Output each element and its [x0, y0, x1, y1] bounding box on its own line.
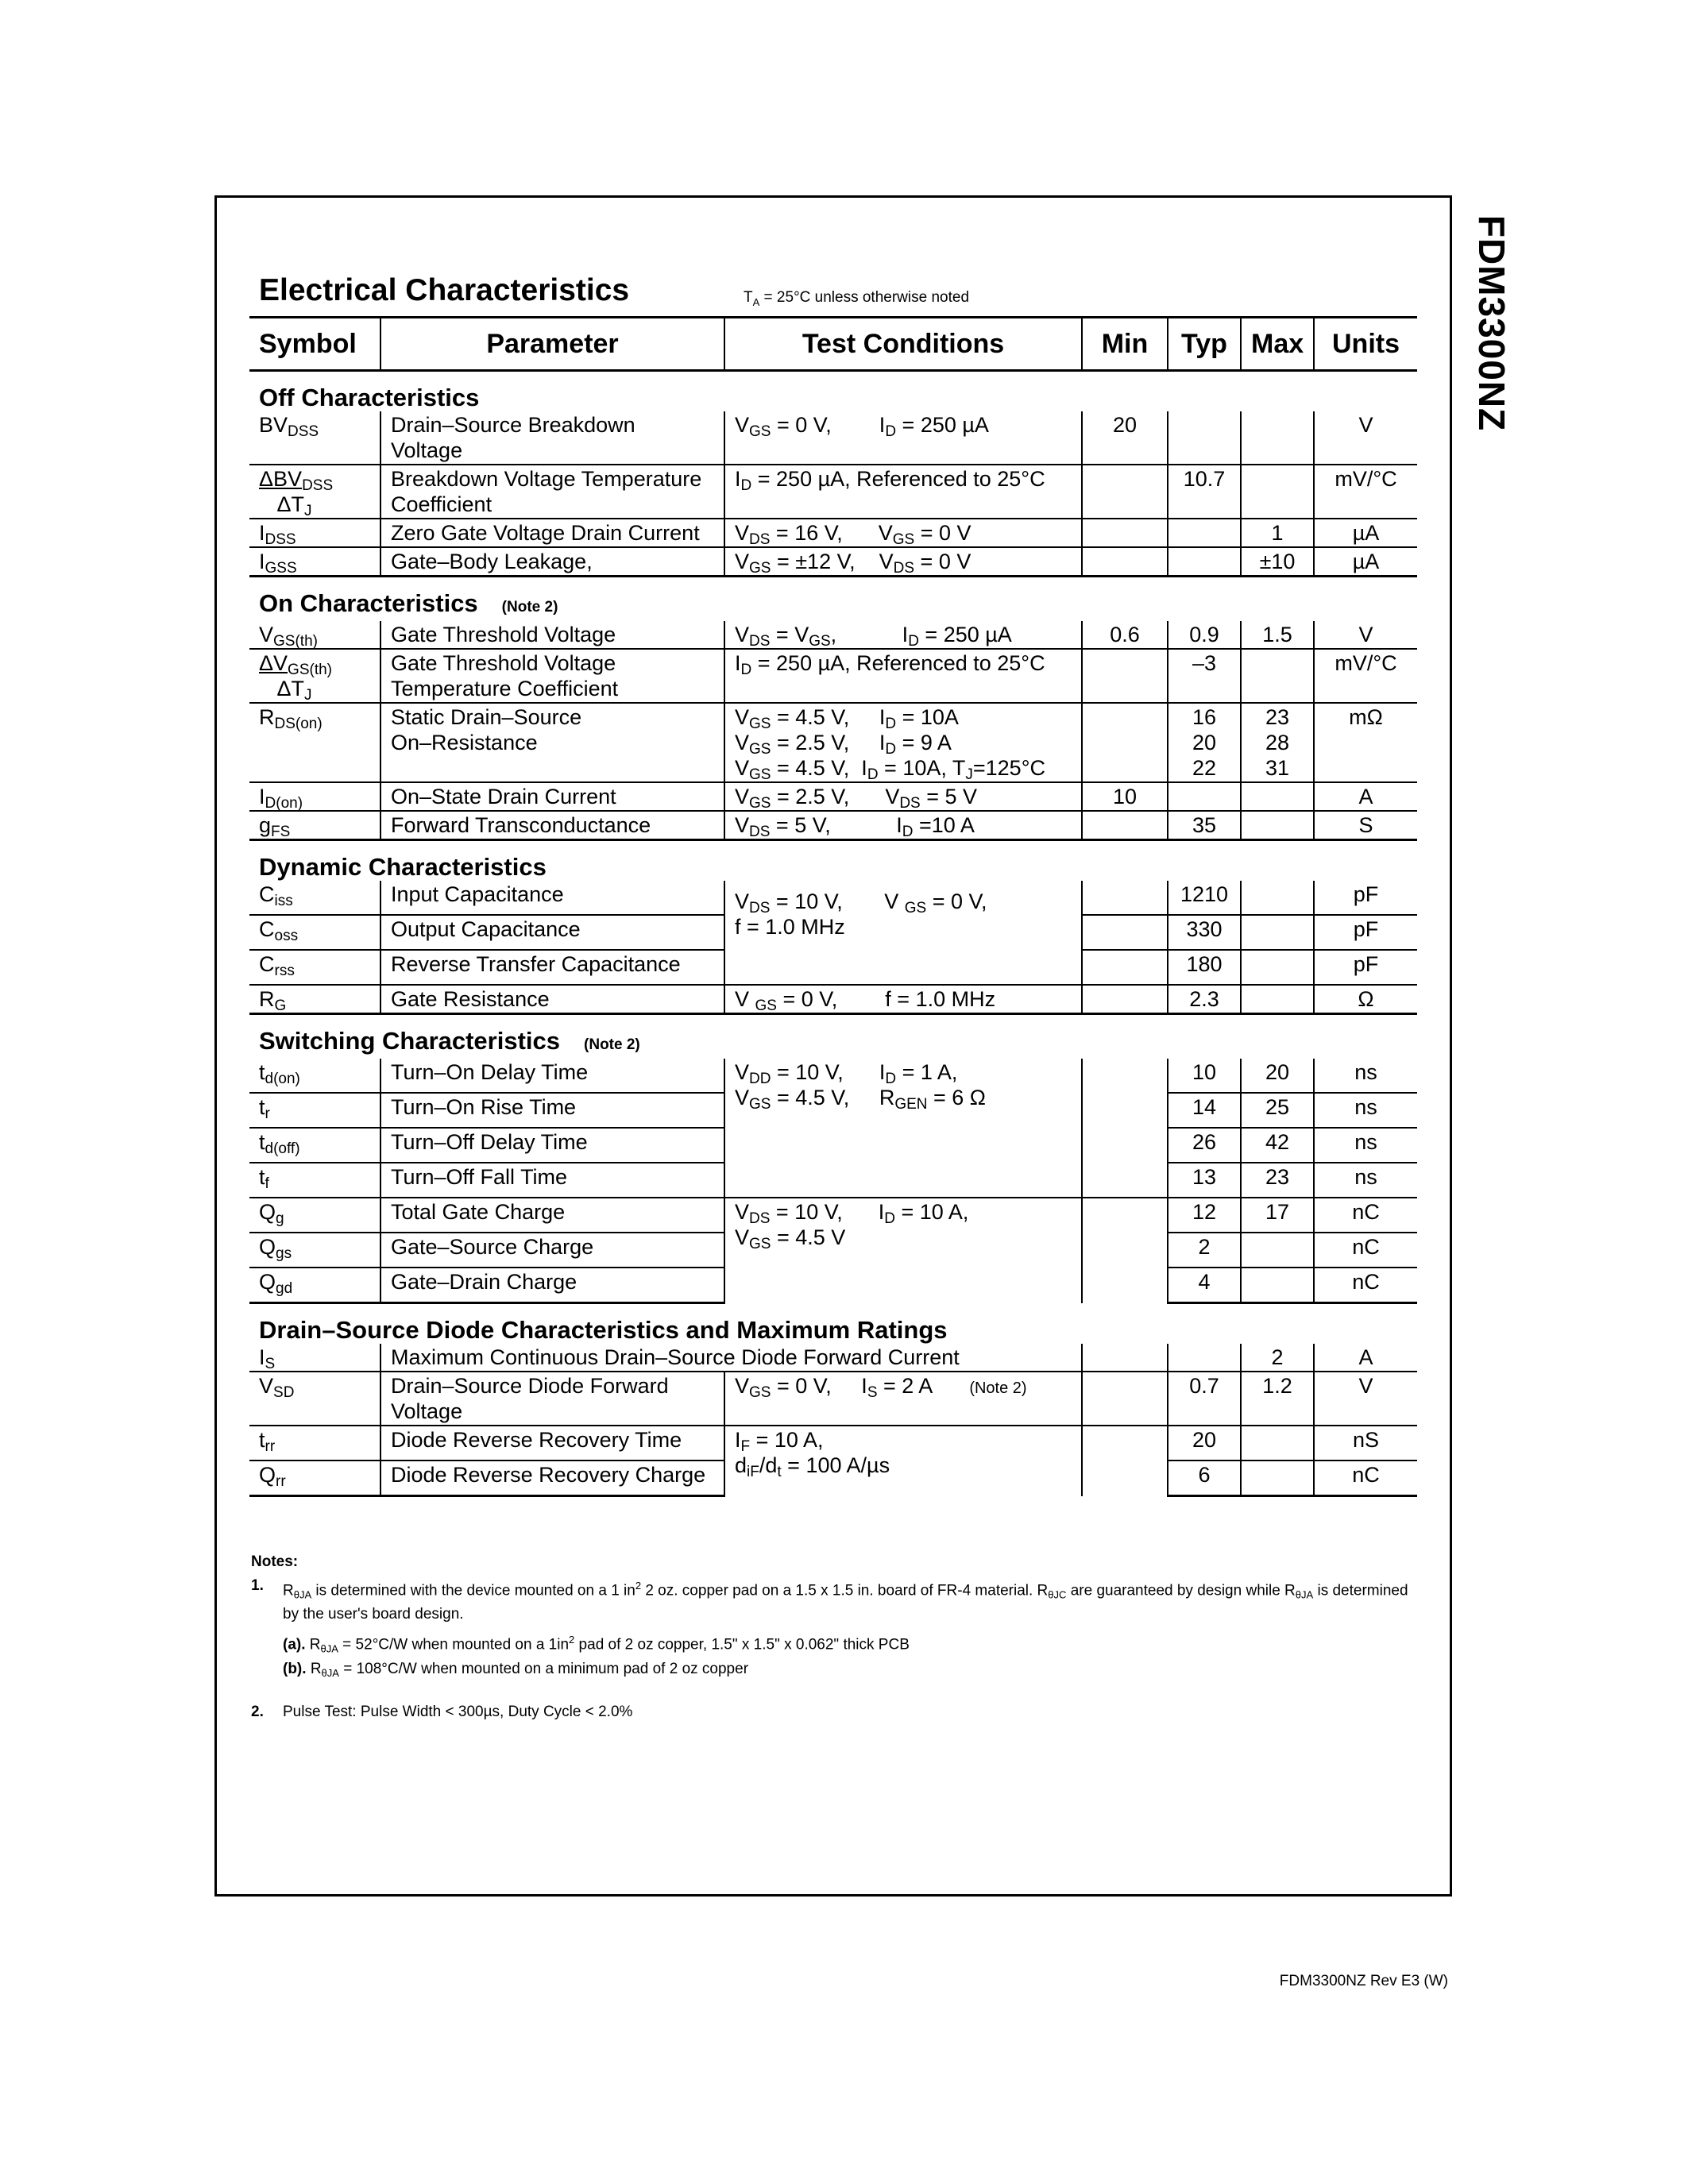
header-min: Min [1082, 318, 1168, 371]
table-row: $BV_{DSS}$ Drain–Source Breakdown Voltage $V_{GS} = 0$ V, $I_D = 250$ µA 20 V [249, 411, 1417, 465]
table-row: $I_{GSS}$ Gate–Body Leakage, $V_{GS} = \pm 12$ V, $V_{DS} = 0$ V ±10 µA [249, 547, 1417, 577]
table-row: $t_r$ Turn–On Rise Time 14 25 ns [249, 1093, 1417, 1128]
header-typ: Typ [1168, 318, 1241, 371]
table-row: $\Delta BV_{DSS}$ $\Delta T_J$ Breakdown Voltage Temperature Coefficient $I_D = 250$ µA, Referenced to 25°C 10.7 mV/°C [249, 465, 1417, 519]
page-title: Electrical Characteristics [259, 273, 630, 307]
header-max: Max [1241, 318, 1314, 371]
notes [251, 1550, 1427, 1724]
note-1a: (a). $R_{\theta JA} = 52^\circ C/W$ when mounted on a $1in^2$ pad of 2 oz copper, 1.5" x 1.5" x 0.062" thick PCB [283, 1634, 910, 1655]
table-row: $C_{rss}$ Reverse Transfer Capacitance 180 pF [249, 950, 1417, 985]
side-part-number: FDM3300NZ [1471, 214, 1513, 432]
header-test-conditions: Test Conditions [724, 318, 1082, 371]
section-switching: Switching Characteristics (Note 2) [259, 1027, 640, 1055]
table-row: $R_{DS(on)}$ Static Drain–Source On–Resistance $V_{GS} = 4.5$ V, $I_D = 10A$ $V_{GS} = 2.5$ V, $I_D = 9$ A $V_{GS} = 4.5$ V, $I_D = 10A$, $T_J=125^\circ C$ 16 20 22 23 28 31 mΩ [249, 703, 1417, 782]
table-header-row [249, 318, 1417, 371]
note-1b: (b). $R_{\theta JA} = 108^\circ C/W$ when mounted on a minimum pad of 2 oz copper [283, 1660, 749, 1679]
table-row: $t_{rr}$ Diode Reverse Recovery Time $I_F = 10$ A, $d_{iF}/d_t = 100$ A/µs 20 nS [249, 1426, 1417, 1461]
table-row: $R_G$ Gate Resistance V $_{GS}$ = 0 V, f = 1.0 MHz 2.3 Ω [249, 985, 1417, 1014]
table-row: $V_{GS(th)}$ Gate Threshold Voltage $V_{DS} = V_{GS}$, $I_D = 250$ µA 0.6 0.9 1.5 V [249, 621, 1417, 649]
title-row [259, 273, 1411, 313]
table-row: $I_{DSS}$ Zero Gate Voltage Drain Current $V_{DS} = 16$ V, $V_{GS} = 0$ V 1 µA [249, 519, 1417, 547]
table-row: $I_S$ Maximum Continuous Drain–Source Diode Forward Current 2 A [249, 1344, 1417, 1372]
table-row: $t_{d(on)}$ Turn–On Delay Time $V_{DD} = 10$ V, $I_D = 1$ A, $V_{GS} = 4.5$ V, $R_{GEN} = 6$ Ω 10 20 ns [249, 1059, 1417, 1093]
table-row: $Q_{gs}$ Gate–Source Charge 2 nC [249, 1233, 1417, 1268]
table-row: $Q_{gd}$ Gate–Drain Charge 4 nC [249, 1268, 1417, 1303]
header-symbol: Symbol [249, 318, 380, 371]
table-row: $\Delta V_{GS(th)}$ $\Delta T_J$ Gate Threshold Voltage Temperature Coefficient $I_D = 250$ µA, Referenced to 25°C –3 mV/°C [249, 649, 1417, 703]
table-row: $C_{iss}$ Input Capacitance $V_{DS} = 10$ V, V $_{GS}$ = 0 V, f = 1.0 MHz 1210 pF [249, 881, 1417, 915]
section-diode: Drain–Source Diode Characteristics and Maximum Ratings [259, 1316, 948, 1344]
table-row: $Q_g$ Total Gate Charge $V_{DS} = 10$ V, $I_D = 10$ A, $V_{GS} = 4.5$ V 12 17 nC [249, 1198, 1417, 1233]
notes-heading: Notes: [251, 1553, 299, 1570]
table-row: $t_{d(off)}$ Turn–Off Delay Time 26 42 ns [249, 1128, 1417, 1163]
electrical-characteristics-table [249, 316, 1417, 1497]
header-parameter: Parameter [380, 318, 724, 371]
table-row: $I_{D(on)}$ On–State Drain Current $V_{GS} = 2.5$ V, $V_{DS} = 5$ V 10 A [249, 782, 1417, 811]
title-condition: $T_A = 25^\circ C$ unless otherwise noted [744, 289, 970, 308]
table-row: $t_f$ Turn–Off Fall Time 13 23 ns [249, 1163, 1417, 1198]
section-on: On Characteristics (Note 2) [259, 589, 558, 617]
header-units: Units [1314, 318, 1417, 371]
table-row: $g_{FS}$ Forward Transconductance $V_{DS} = 5$ V, $I_D =10$ A 35 S [249, 811, 1417, 840]
section-off: Off Characteristics [259, 384, 480, 411]
section-dynamic: Dynamic Characteristics [259, 853, 547, 881]
note-2: 2. Pulse Test: Pulse Width < 300µs, Duty Cycle < 2.0% [251, 1703, 633, 1720]
note-1: 1. $R_{\theta JA}$ is determined with the device mounted on a 1 $in^2$ 2 oz. copper pad on a 1.5 x 1.5 in. board of FR-4 material. $R_{\theta JC}$ are guaranteed by design while $R_{\theta JA}$ is determined by the user's board design. [251, 1577, 1408, 1623]
table-row: $Q_{rr}$ Diode Reverse Recovery Charge 6 nC [249, 1461, 1417, 1496]
footer-revision: FDM3300NZ Rev E3 (W) [1279, 1973, 1448, 1989]
table-row: $C_{oss}$ Output Capacitance 330 pF [249, 915, 1417, 950]
table-row: $V_{SD}$ Drain–Source Diode Forward Voltage $V_{GS} = 0$ V, $I_S = 2$ A (Note 2) 0.7 1.2 V [249, 1372, 1417, 1426]
